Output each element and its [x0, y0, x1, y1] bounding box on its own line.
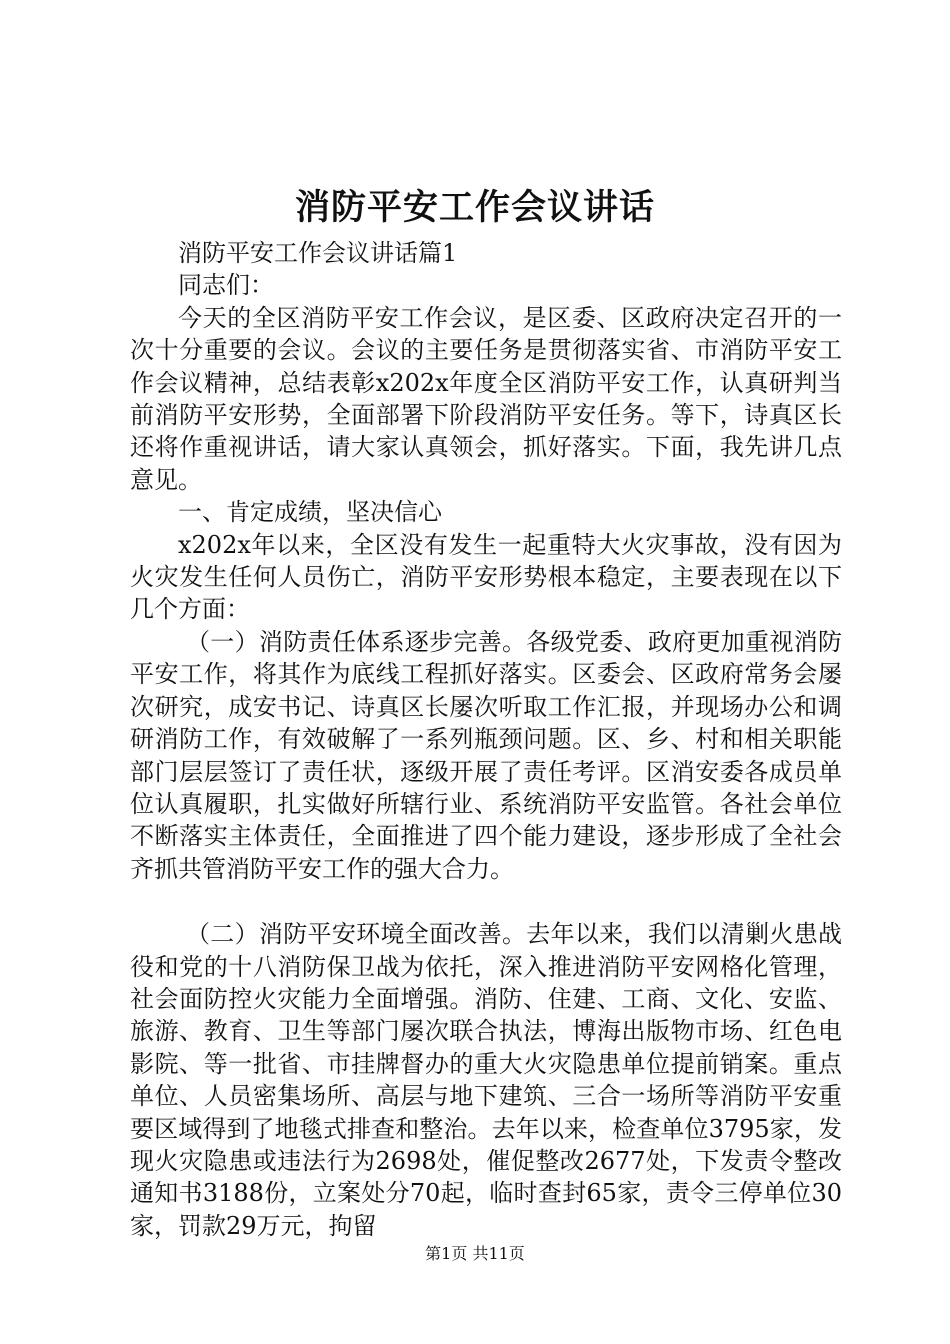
- paragraph-intro: 今天的全区消防平安工作会议，是区委、区政府决定召开的一次十分重要的会议。会议的主要任务是贯彻落实省、市消防平安工作会议精神，总结表彰x202x年度全区消防平安工作，认真研判当前消防平安形势，全面部署下阶段消防平安任务。等下，诗真区长还将作重视讲话，请大家认真领会，抓好落实。下面，我先讲几点意见。: [130, 303, 842, 494]
- page-footer: 第1页 共11页: [425, 1244, 525, 1263]
- paragraph-gap: [130, 885, 842, 918]
- salutation: 同志们：: [178, 271, 274, 300]
- paragraph-responsibility: （一）消防责任体系逐步完善。各级党委、政府更加重视消防平安工作，将其作为底线工程抓好落实。区委会、区政府常务会屡次研究，成安书记、诗真区长屡次听取工作汇报，并现场办公和调研消防工作，有效破解了一系列瓶颈问题。区、乡、村和相关职能部门层层签订了责任状，逐级开展了责任考评。区消安委各成员单位认真履职，扎实做好所辖行业、系统消防平安监管。各社会单位不断落实主体责任，全面推进了四个能力建设，逐步形成了全社会齐抓共管消防平安工作的强大合力。: [130, 627, 842, 883]
- paragraph-overview: x202x年以来，全区没有发生一起重特大火灾事故，没有因为火灾发生任何人员伤亡，消防平安形势根本稳定，主要表现在以下几个方面：: [130, 530, 842, 624]
- paragraph-environment: （二）消防平安环境全面改善。去年以来，我们以清剿火患战役和党的十八消防保卫战为依托，深入推进消防平安网格化管理，社会面防控火灾能力全面增强。消防、住建、工商、文化、安监、旅游、教育、卫生等部门屡次联合执法，博海出版物市场、红色电影院、等一批省、市挂牌督办的重大火灾隐患单位提前销案。重点单位、人员密集场所、高层与地下建筑、三合一场所等消防平安重要区域得到了地毯式排查和整治。去年以来，检查单位3795家，发现火灾隐患或违法行为2698处，催促整改2677处，下发责令整改通知书3188份，立案处分70起，临时查封65家，责令三停单位30家，罚款29万元，拘留: [130, 920, 842, 1240]
- document-body: [130, 237, 842, 1242]
- document-title: 消防平安工作会议讲话: [294, 187, 655, 228]
- heading-achievements: 一、肯定成绩，坚决信心: [178, 498, 442, 527]
- section-heading: 消防平安工作会议讲话篇1: [178, 239, 458, 267]
